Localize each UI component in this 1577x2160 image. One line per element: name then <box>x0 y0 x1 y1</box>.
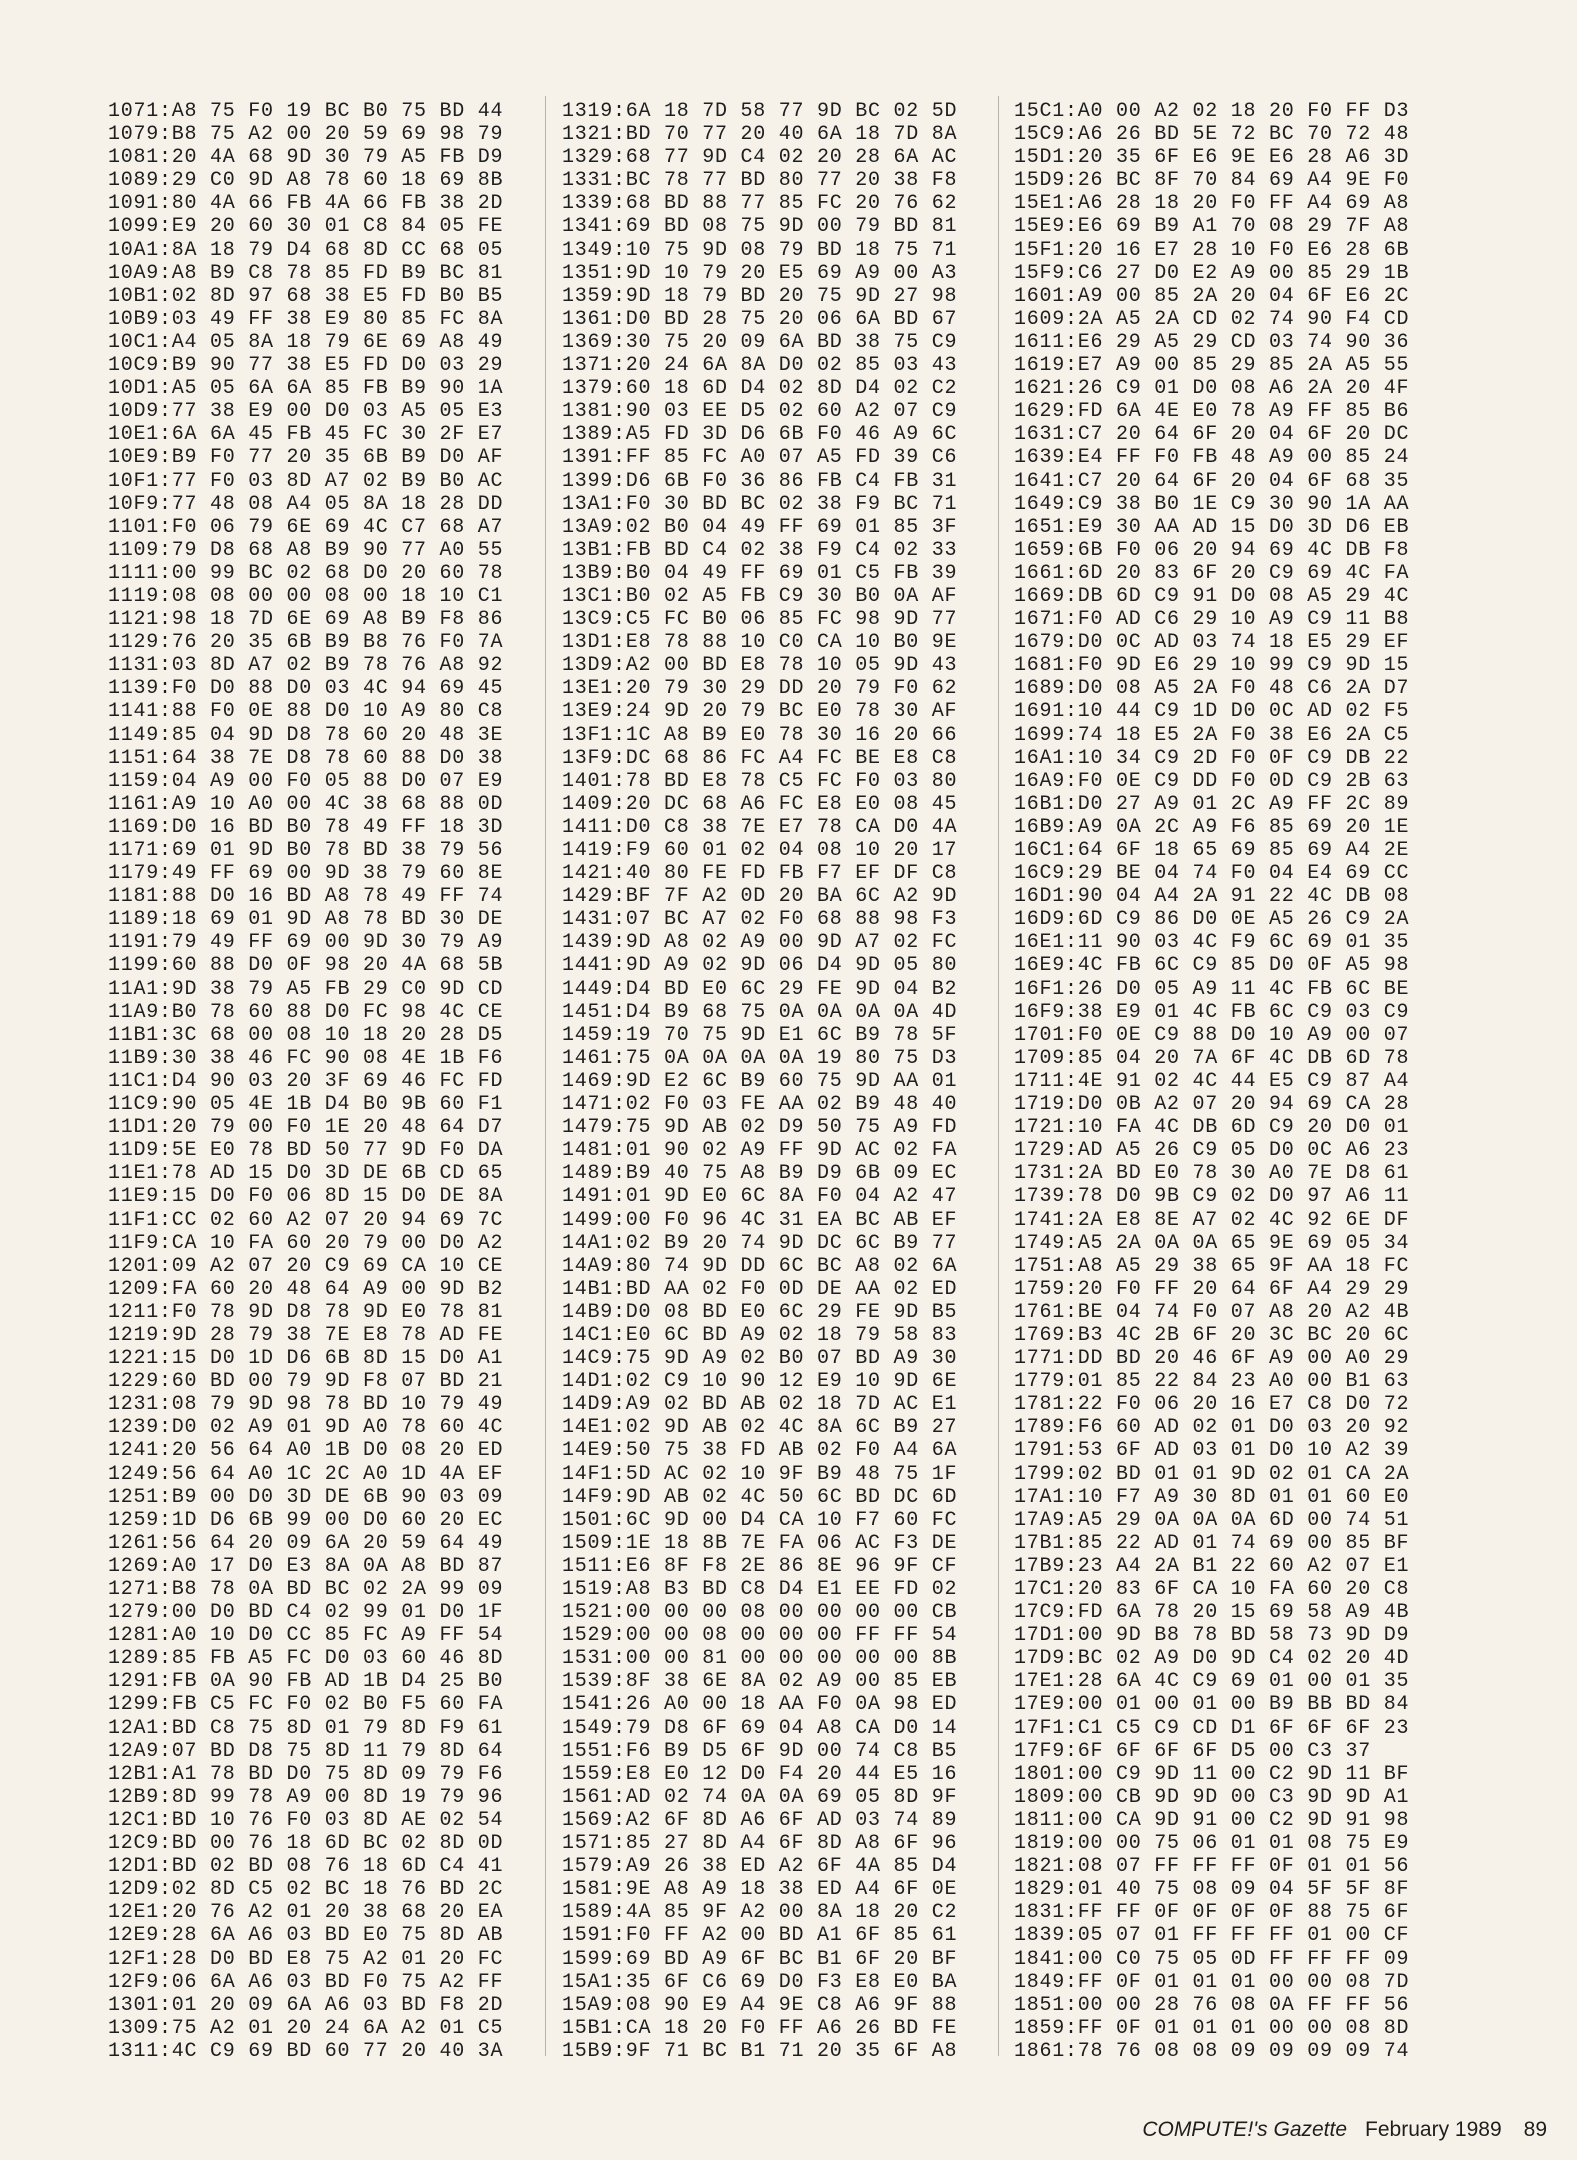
listing-line: 1289:85 FB A5 FC D0 03 60 46 8D <box>108 1647 504 1671</box>
listing-line: 16B9:A9 0A 2C A9 F6 85 69 20 1E <box>1014 815 1410 839</box>
listing-line: 1599:69 BD A9 6F BC B1 6F 20 BF <box>562 1947 958 1971</box>
listing-line: 1301:01 20 09 6A A6 03 BD F8 2D <box>108 1993 504 2017</box>
listing-line: 1341:69 BD 08 75 9D 00 79 BD 81 <box>562 215 958 239</box>
page-footer <box>1142 2118 1547 2142</box>
listing-line: 10E1:6A 6A 45 FB 45 FC 30 2F E7 <box>108 423 504 447</box>
listing-line: 1829:01 40 75 08 09 04 5F 5F 8F <box>1014 1878 1410 1902</box>
listing-line: 10C1:A4 05 8A 18 79 6E 69 A8 49 <box>108 330 504 354</box>
listing-line: 1861:78 76 08 08 09 09 09 09 74 <box>1014 2039 1410 2063</box>
listing-line: 1609:2A A5 2A CD 02 74 90 F4 CD <box>1014 307 1410 331</box>
listing-line: 1091:80 4A 66 FB 4A 66 FB 38 2D <box>108 192 504 216</box>
listing-line: 14E1:02 9D AB 02 4C 8A 6C B9 27 <box>562 1416 958 1440</box>
listing-line: 1821:08 07 FF FF FF 0F 01 01 56 <box>1014 1855 1410 1879</box>
listing-line: 1479:75 9D AB 02 D9 50 75 A9 FD <box>562 1116 958 1140</box>
listing-line: 10D9:77 38 E9 00 D0 03 A5 05 E3 <box>108 400 504 424</box>
listing-line: 11B1:3C 68 00 08 10 18 20 28 D5 <box>108 1023 504 1047</box>
listing-line: 1841:00 C0 75 05 0D FF FF FF 09 <box>1014 1947 1410 1971</box>
listing-line: 1311:4C C9 69 BD 60 77 20 40 3A <box>108 2039 504 2063</box>
listing-line: 1459:19 70 75 9D E1 6C B9 78 5F <box>562 1023 958 1047</box>
listing-line: 17C9:FD 6A 78 20 15 69 58 A9 4B <box>1014 1601 1410 1625</box>
listing-line: 1719:D0 0B A2 07 20 94 69 CA 28 <box>1014 1093 1410 1117</box>
listing-line: 1371:20 24 6A 8A D0 02 85 03 43 <box>562 354 958 378</box>
listing-line: 15F1:20 16 E7 28 10 F0 E6 28 6B <box>1014 238 1410 262</box>
listing-line: 1199:60 88 D0 0F 98 20 4A 68 5B <box>108 954 504 978</box>
listing-line: 11D9:5E E0 78 BD 50 77 9D F0 DA <box>108 1139 504 1163</box>
listing-line: 16C9:29 BE 04 74 F0 04 E4 69 CC <box>1014 862 1410 886</box>
listing-line: 1391:FF 85 FC A0 07 A5 FD 39 C6 <box>562 446 958 470</box>
listing-line: 1749:A5 2A 0A 0A 65 9E 69 05 34 <box>1014 1231 1410 1255</box>
listing-line: 1619:E7 A9 00 85 29 85 2A A5 55 <box>1014 354 1410 378</box>
listing-line: 15B1:CA 18 20 F0 FF A6 26 BD FE <box>562 2016 958 2040</box>
page-number: 89 <box>1523 2118 1547 2141</box>
listing-line: 1551:F6 B9 D5 6F 9D 00 74 C8 B5 <box>562 1739 958 1763</box>
listing-line: 10B1:02 8D 97 68 38 E5 FD B0 B5 <box>108 284 504 308</box>
listing-line: 12B9:8D 99 78 A9 00 8D 19 79 96 <box>108 1785 504 1809</box>
listing-line: 1449:D4 BD E0 6C 29 FE 9D 04 B2 <box>562 977 958 1001</box>
listing-line: 1179:49 FF 69 00 9D 38 79 60 8E <box>108 862 504 886</box>
listing-line: 1121:98 18 7D 6E 69 A8 B9 F8 86 <box>108 608 504 632</box>
listing-line: 17E9:00 01 00 01 00 B9 BB BD 84 <box>1014 1693 1410 1717</box>
listing-line: 13E9:24 9D 20 79 BC E0 78 30 AF <box>562 700 958 724</box>
listing-line: 1101:F0 06 79 6E 69 4C C7 68 A7 <box>108 515 504 539</box>
listing-line: 1541:26 A0 00 18 AA F0 0A 98 ED <box>562 1693 958 1717</box>
listing-line: 1081:20 4A 68 9D 30 79 A5 FB D9 <box>108 146 504 170</box>
listing-line: 1601:A9 00 85 2A 20 04 6F E6 2C <box>1014 284 1410 308</box>
listing-line: 14C9:75 9D A9 02 B0 07 BD A9 30 <box>562 1347 958 1371</box>
listing-line: 16B1:D0 27 A9 01 2C A9 FF 2C 89 <box>1014 792 1410 816</box>
listing-line: 11A1:9D 38 79 A5 FB 29 C0 9D CD <box>108 977 504 1001</box>
listing-line: 1539:8F 38 6E 8A 02 A9 00 85 EB <box>562 1670 958 1694</box>
listing-line: 1819:00 00 75 06 01 01 08 75 E9 <box>1014 1832 1410 1856</box>
listing-line: 1569:A2 6F 8D A6 6F AD 03 74 89 <box>562 1808 958 1832</box>
listing-column-3 <box>1014 100 1409 2063</box>
listing-line: 1309:75 A2 01 20 24 6A A2 01 C5 <box>108 2016 504 2040</box>
listing-line: 14B1:BD AA 02 F0 0D DE AA 02 ED <box>562 1277 958 1301</box>
listing-line: 1201:09 A2 07 20 C9 69 CA 10 CE <box>108 1254 504 1278</box>
listing-line: 1079:B8 75 A2 00 20 59 69 98 79 <box>108 123 504 147</box>
listing-line: 1461:75 0A 0A 0A 0A 19 80 75 D3 <box>562 1046 958 1070</box>
listing-line: 1129:76 20 35 6B B9 B8 76 F0 7A <box>108 631 504 655</box>
listing-line: 1581:9E A8 A9 18 38 ED A4 6F 0E <box>562 1878 958 1902</box>
listing-line: 1111:00 99 BC 02 68 D0 20 60 78 <box>108 561 504 585</box>
listing-line: 12A9:07 BD D8 75 8D 11 79 8D 64 <box>108 1739 504 1763</box>
listing-line: 12E9:28 6A A6 03 BD E0 75 8D AB <box>108 1924 504 1948</box>
listing-line: 1219:9D 28 79 38 7E E8 78 AD FE <box>108 1323 504 1347</box>
listing-line: 14D1:02 C9 10 90 12 E9 10 9D 6E <box>562 1370 958 1394</box>
listing-line: 1411:D0 C8 38 7E E7 78 CA D0 4A <box>562 815 958 839</box>
listing-line: 13C9:C5 FC B0 06 85 FC 98 9D 77 <box>562 608 958 632</box>
listing-line: 1231:08 79 9D 98 78 BD 10 79 49 <box>108 1393 504 1417</box>
listing-line: 1489:B9 40 75 A8 B9 D9 6B 09 EC <box>562 1162 958 1186</box>
listing-line: 14F1:5D AC 02 10 9F B9 48 75 1F <box>562 1462 958 1486</box>
listing-line: 16C1:64 6F 18 65 69 85 69 A4 2E <box>1014 839 1410 862</box>
listing-line: 1531:00 00 81 00 00 00 00 00 8B <box>562 1647 958 1671</box>
listing-line: 16F1:26 D0 05 A9 11 4C FB 6C BE <box>1014 977 1410 1001</box>
listing-line: 1361:D0 BD 28 75 20 06 6A BD 67 <box>562 307 958 331</box>
listing-line: 1159:04 A9 00 F0 05 88 D0 07 E9 <box>108 769 504 793</box>
listing-line: 1099:E9 20 60 30 01 C8 84 05 FE <box>108 215 504 239</box>
listing-line: 12B1:A1 78 BD D0 75 8D 09 79 F6 <box>108 1762 504 1786</box>
listing-line: 1771:DD BD 20 46 6F A9 00 A0 29 <box>1014 1347 1410 1371</box>
listing-line: 15E1:A6 28 18 20 F0 FF A4 69 A8 <box>1014 192 1410 216</box>
listing-line: 17A1:10 F7 A9 30 8D 01 01 60 E0 <box>1014 1485 1410 1509</box>
listing-line: 15D9:26 BC 8F 70 84 69 A4 9E F0 <box>1014 169 1410 193</box>
issue-date: February 1989 <box>1365 2118 1502 2141</box>
listing-line: 14A9:80 74 9D DD 6C BC A8 02 6A <box>562 1254 958 1278</box>
listing-line: 1789:F6 60 AD 02 01 D0 03 20 92 <box>1014 1416 1410 1440</box>
listing-line: 1651:E9 30 AA AD 15 D0 3D D6 EB <box>1014 515 1410 539</box>
listing-line: 13C1:B0 02 A5 FB C9 30 B0 0A AF <box>562 584 958 608</box>
listing-line: 1761:BE 04 74 F0 07 A8 20 A2 4B <box>1014 1300 1410 1324</box>
listing-line: 17C1:20 83 6F CA 10 FA 60 20 C8 <box>1014 1578 1410 1601</box>
publication-name: COMPUTE!'s Gazette <box>1142 2118 1348 2141</box>
listing-line: 13D1:E8 78 88 10 C0 CA 10 B0 9E <box>562 631 958 655</box>
listing-line: 1679:D0 0C AD 03 74 18 E5 29 EF <box>1014 631 1410 655</box>
listing-line: 16E1:11 90 03 4C F9 6C 69 01 35 <box>1014 931 1410 955</box>
listing-line: 1189:18 69 01 9D A8 78 BD 30 DE <box>108 908 504 932</box>
listing-line: 1809:00 CB 9D 9D 00 C3 9D 9D A1 <box>1014 1785 1410 1809</box>
listing-line: 10A9:A8 B9 C8 78 85 FD B9 BC 81 <box>108 261 504 285</box>
listing-line: 1621:26 C9 01 D0 08 A6 2A 20 4F <box>1014 377 1410 401</box>
listing-line: 12C9:BD 00 76 18 6D BC 02 8D 0D <box>108 1832 504 1856</box>
listing-line: 1441:9D A9 02 9D 06 D4 9D 05 80 <box>562 954 958 978</box>
listing-line: 1431:07 BC A7 02 F0 68 88 98 F3 <box>562 908 958 932</box>
listing-line: 1701:F0 0E C9 88 D0 10 A9 00 07 <box>1014 1023 1410 1047</box>
listing-line: 16F9:38 E9 01 4C FB 6C C9 03 C9 <box>1014 1000 1410 1024</box>
listing-line: 1849:FF 0F 01 01 01 00 00 08 7D <box>1014 1970 1410 1994</box>
listing-column-2 <box>562 100 957 2063</box>
listing-line: 11C9:90 05 4E 1B D4 B0 9B 60 F1 <box>108 1093 504 1117</box>
listing-line: 1451:D4 B9 68 75 0A 0A 0A 0A 4D <box>562 1000 958 1024</box>
listing-line: 17A9:A5 29 0A 0A 0A 6D 00 74 51 <box>1014 1508 1410 1532</box>
listing-line: 1721:10 FA 4C DB 6D C9 20 D0 01 <box>1014 1116 1410 1140</box>
listing-line: 1369:30 75 20 09 6A BD 38 75 C9 <box>562 330 958 354</box>
listing-line: 1239:D0 02 A9 01 9D A0 78 60 4C <box>108 1416 504 1440</box>
listing-line: 13D9:A2 00 BD E8 78 10 05 9D 43 <box>562 654 958 678</box>
listing-line: 1559:E8 E0 12 D0 F4 20 44 E5 16 <box>562 1762 958 1786</box>
listing-line: 1229:60 BD 00 79 9D F8 07 BD 21 <box>108 1370 504 1394</box>
listing-line: 1181:88 D0 16 BD A8 78 49 FF 74 <box>108 885 504 909</box>
listing-line: 1831:FF FF 0F 0F 0F 0F 88 75 6F <box>1014 1901 1410 1925</box>
listing-line: 10C9:B9 90 77 38 E5 FD D0 03 29 <box>108 354 504 378</box>
listing-line: 17D9:BC 02 A9 D0 9D C4 02 20 4D <box>1014 1647 1410 1671</box>
listing-line: 10F9:77 48 08 A4 05 8A 18 28 DD <box>108 492 504 516</box>
listing-line: 12E1:20 76 A2 01 20 38 68 20 EA <box>108 1901 504 1925</box>
listing-line: 17F9:6F 6F 6F 6F D5 00 C3 37 <box>1014 1739 1372 1763</box>
listing-line: 1529:00 00 08 00 00 00 FF FF 54 <box>562 1624 958 1648</box>
listing-line: 12A1:BD C8 75 8D 01 79 8D F9 61 <box>108 1716 504 1740</box>
listing-line: 1739:78 D0 9B C9 02 D0 97 A6 11 <box>1014 1185 1410 1209</box>
listing-line: 17F1:C1 C5 C9 CD D1 6F 6F 6F 23 <box>1014 1716 1410 1740</box>
listing-line: 14B9:D0 08 BD E0 6C 29 FE 9D B5 <box>562 1300 958 1324</box>
listing-line: 1509:1E 18 8B 7E FA 06 AC F3 DE <box>562 1531 958 1555</box>
listing-line: 15B9:9F 71 BC B1 71 20 35 6F A8 <box>562 2039 958 2063</box>
listing-line: 1859:FF 0F 01 01 01 00 00 08 8D <box>1014 2016 1410 2040</box>
listing-line: 16E9:4C FB 6C C9 85 D0 0F A5 98 <box>1014 954 1410 978</box>
listing-line: 1421:40 80 FE FD FB F7 EF DF C8 <box>562 862 958 886</box>
listing-line: 12D1:BD 02 BD 08 76 18 6D C4 41 <box>108 1855 504 1879</box>
listing-line: 1261:56 64 20 09 6A 20 59 64 49 <box>108 1531 504 1555</box>
listing-line: 1709:85 04 20 7A 6F 4C DB 6D 78 <box>1014 1046 1410 1070</box>
listing-line: 1521:00 00 00 08 00 00 00 00 CB <box>562 1601 958 1625</box>
listing-line: 1349:10 75 9D 08 79 BD 18 75 71 <box>562 238 958 262</box>
listing-line: 1711:4E 91 02 4C 44 E5 C9 87 A4 <box>1014 1069 1410 1093</box>
listing-line: 11D1:20 79 00 F0 1E 20 48 64 D7 <box>108 1116 504 1140</box>
listing-line: 1661:6D 20 83 6F 20 C9 69 4C FA <box>1014 561 1410 585</box>
listing-line: 15C9:A6 26 BD 5E 72 BC 70 72 48 <box>1014 123 1410 147</box>
listing-line: 16D9:6D C9 86 D0 0E A5 26 C9 2A <box>1014 908 1410 932</box>
listing-line: 1641:C7 20 64 6F 20 04 6F 68 35 <box>1014 469 1410 493</box>
listing-line: 1071:A8 75 F0 19 BC B0 75 BD 44 <box>108 100 504 123</box>
listing-line: 1811:00 CA 9D 91 00 C2 9D 91 98 <box>1014 1808 1410 1832</box>
listing-line: 11C1:D4 90 03 20 3F 69 46 FC FD <box>108 1069 504 1093</box>
listing-line: 1419:F9 60 01 02 04 08 10 20 17 <box>562 839 958 862</box>
listing-line: 1769:B3 4C 2B 6F 20 3C BC 20 6C <box>1014 1323 1410 1347</box>
listing-line: 1781:22 F0 06 20 16 E7 C8 D0 72 <box>1014 1393 1410 1417</box>
listing-line: 1659:6B F0 06 20 94 69 4C DB F8 <box>1014 538 1410 562</box>
listing-line: 13A9:02 B0 04 49 FF 69 01 85 3F <box>562 515 958 539</box>
listing-line: 1501:6C 9D 00 D4 CA 10 F7 60 FC <box>562 1508 958 1532</box>
listing-line: 16A1:10 34 C9 2D F0 0F C9 DB 22 <box>1014 746 1410 770</box>
listing-line: 11F9:CA 10 FA 60 20 79 00 D0 A2 <box>108 1231 504 1255</box>
listing-line: 12D9:02 8D C5 02 BC 18 76 BD 2C <box>108 1878 504 1902</box>
listing-line: 1751:A8 A5 29 38 65 9F AA 18 FC <box>1014 1254 1410 1278</box>
listing-line: 1491:01 9D E0 6C 8A F0 04 A2 47 <box>562 1185 958 1209</box>
listing-line: 13F9:DC 68 86 FC A4 FC BE E8 C8 <box>562 746 958 770</box>
listing-line: 1351:9D 10 79 20 E5 69 A9 00 A3 <box>562 261 958 285</box>
listing-line: 1131:03 8D A7 02 B9 78 76 A8 92 <box>108 654 504 678</box>
listing-line: 1689:D0 08 A5 2A F0 48 C6 2A D7 <box>1014 677 1410 701</box>
listing-line: 1481:01 90 02 A9 FF 9D AC 02 FA <box>562 1139 958 1163</box>
listing-line: 1471:02 F0 03 FE AA 02 B9 48 40 <box>562 1093 958 1117</box>
listing-line: 1839:05 07 01 FF FF FF 01 00 CF <box>1014 1924 1410 1948</box>
listing-line: 1401:78 BD E8 78 C5 FC F0 03 80 <box>562 769 958 793</box>
listing-line: 1549:79 D8 6F 69 04 A8 CA D0 14 <box>562 1716 958 1740</box>
listing-line: 11A9:B0 78 60 88 D0 FC 98 4C CE <box>108 1000 504 1024</box>
listing-line: 1691:10 44 C9 1D D0 0C AD 02 F5 <box>1014 700 1410 724</box>
listing-line: 1271:B8 78 0A BD BC 02 2A 99 09 <box>108 1578 504 1601</box>
listing-line: 1221:15 D0 1D D6 6B 8D 15 D0 A1 <box>108 1347 504 1371</box>
listing-line: 1409:20 DC 68 A6 FC E8 E0 08 45 <box>562 792 958 816</box>
listing-line: 11E1:78 AD 15 D0 3D DE 6B CD 65 <box>108 1162 504 1186</box>
listing-line: 1469:9D E2 6C B9 60 75 9D AA 01 <box>562 1069 958 1093</box>
listing-line: 12F1:28 D0 BD E8 75 A2 01 20 FC <box>108 1947 504 1971</box>
listing-line: 1279:00 D0 BD C4 02 99 01 D0 1F <box>108 1601 504 1625</box>
listing-line: 1389:A5 FD 3D D6 6B F0 46 A9 6C <box>562 423 958 447</box>
listing-line: 1779:01 85 22 84 23 A0 00 B1 63 <box>1014 1370 1410 1394</box>
listing-line: 10A1:8A 18 79 D4 68 8D CC 68 05 <box>108 238 504 262</box>
listing-line: 1799:02 BD 01 01 9D 02 01 CA 2A <box>1014 1462 1410 1486</box>
listing-line: 13A1:F0 30 BD BC 02 38 F9 BC 71 <box>562 492 958 516</box>
listing-line: 16A9:F0 0E C9 DD F0 0D C9 2B 63 <box>1014 769 1410 793</box>
listing-line: 17E1:28 6A 4C C9 69 01 00 01 35 <box>1014 1670 1410 1694</box>
listing-line: 1339:68 BD 88 77 85 FC 20 76 62 <box>562 192 958 216</box>
listing-line: 1321:BD 70 77 20 40 6A 18 7D 8A <box>562 123 958 147</box>
listing-column-1 <box>108 100 503 2063</box>
listing-line: 1649:C9 38 B0 1E C9 30 90 1A AA <box>1014 492 1410 516</box>
listing-line: 1359:9D 18 79 BD 20 75 9D 27 98 <box>562 284 958 308</box>
listing-line: 1161:A9 10 A0 00 4C 38 68 88 0D <box>108 792 504 816</box>
listing-line: 1331:BC 78 77 BD 80 77 20 38 F8 <box>562 169 958 193</box>
listing-line: 17B9:23 A4 2A B1 22 60 A2 07 E1 <box>1014 1554 1410 1578</box>
listing-line: 15F9:C6 27 D0 E2 A9 00 85 29 1B <box>1014 261 1410 285</box>
listing-line: 1519:A8 B3 BD C8 D4 E1 EE FD 02 <box>562 1578 958 1601</box>
listing-line: 1791:53 6F AD 03 01 D0 10 A2 39 <box>1014 1439 1410 1463</box>
listing-line: 1141:88 F0 0E 88 D0 10 A9 80 C8 <box>108 700 504 724</box>
listing-line: 1209:FA 60 20 48 64 A9 00 9D B2 <box>108 1277 504 1301</box>
listing-line: 1439:9D A8 02 A9 00 9D A7 02 FC <box>562 931 958 955</box>
listing-line: 10B9:03 49 FF 38 E9 80 85 FC 8A <box>108 307 504 331</box>
listing-line: 1851:00 00 28 76 08 0A FF FF 56 <box>1014 1993 1410 2017</box>
listing-line: 16D1:90 04 A4 2A 91 22 4C DB 08 <box>1014 885 1410 909</box>
listing-line: 1731:2A BD E0 78 30 A0 7E D8 61 <box>1014 1162 1410 1186</box>
listing-line: 10F1:77 F0 03 8D A7 02 B9 B0 AC <box>108 469 504 493</box>
listing-line: 13F1:1C A8 B9 E0 78 30 16 20 66 <box>562 723 958 747</box>
listing-line: 1281:A0 10 D0 CC 85 FC A9 FF 54 <box>108 1624 504 1648</box>
listing-line: 1379:60 18 6D D4 02 8D D4 02 C2 <box>562 377 958 401</box>
listing-line: 11E9:15 D0 F0 06 8D 15 D0 DE 8A <box>108 1185 504 1209</box>
listing-line: 1291:FB 0A 90 FB AD 1B D4 25 B0 <box>108 1670 504 1694</box>
listing-line: 15A9:08 90 E9 A4 9E C8 A6 9F 88 <box>562 1993 958 2017</box>
listing-line: 1571:85 27 8D A4 6F 8D A8 6F 96 <box>562 1832 958 1856</box>
column-divider <box>998 96 999 2056</box>
listing-line: 1119:08 08 00 00 08 00 18 10 C1 <box>108 584 504 608</box>
listing-line: 13B9:B0 04 49 FF 69 01 C5 FB 39 <box>562 561 958 585</box>
listing-line: 1759:20 F0 FF 20 64 6F A4 29 29 <box>1014 1277 1410 1301</box>
listing-line: 1741:2A E8 8E A7 02 4C 92 6E DF <box>1014 1208 1410 1232</box>
listing-line: 1511:E6 8F F8 2E 86 8E 96 9F CF <box>562 1554 958 1578</box>
listing-line: 1699:74 18 E5 2A F0 38 E6 2A C5 <box>1014 723 1410 747</box>
listing-line: 1109:79 D8 68 A8 B9 90 77 A0 55 <box>108 538 504 562</box>
listing-line: 1259:1D D6 6B 99 00 D0 60 20 EC <box>108 1508 504 1532</box>
listing-line: 1089:29 C0 9D A8 78 60 18 69 8B <box>108 169 504 193</box>
listing-line: 17D1:00 9D B8 78 BD 58 73 9D D9 <box>1014 1624 1410 1648</box>
listing-line: 1151:64 38 7E D8 78 60 88 D0 38 <box>108 746 504 770</box>
listing-line: 12C1:BD 10 76 F0 03 8D AE 02 54 <box>108 1808 504 1832</box>
listing-line: 10E9:B9 F0 77 20 35 6B B9 D0 AF <box>108 446 504 470</box>
listing-line: 1269:A0 17 D0 E3 8A 0A A8 BD 87 <box>108 1554 504 1578</box>
listing-line: 1589:4A 85 9F A2 00 8A 18 20 C2 <box>562 1901 958 1925</box>
listing-line: 1591:F0 FF A2 00 BD A1 6F 85 61 <box>562 1924 958 1948</box>
listing-line: 1191:79 49 FF 69 00 9D 30 79 A9 <box>108 931 504 955</box>
listing-line: 1729:AD A5 26 C9 05 D0 0C A6 23 <box>1014 1139 1410 1163</box>
listing-line: 1669:DB 6D C9 91 D0 08 A5 29 4C <box>1014 584 1410 608</box>
listing-line: 15E9:E6 69 B9 A1 70 08 29 7F A8 <box>1014 215 1410 239</box>
listing-line: 1499:00 F0 96 4C 31 EA BC AB EF <box>562 1208 958 1232</box>
listing-line: 1381:90 03 EE D5 02 60 A2 07 C9 <box>562 400 958 424</box>
listing-line: 1399:D6 6B F0 36 86 FB C4 FB 31 <box>562 469 958 493</box>
listing-line: 1801:00 C9 9D 11 00 C2 9D 11 BF <box>1014 1762 1410 1786</box>
listing-line: 15A1:35 6F C6 69 D0 F3 E8 E0 BA <box>562 1970 958 1994</box>
listing-line: 1329:68 77 9D C4 02 20 28 6A AC <box>562 146 958 170</box>
listing-line: 1319:6A 18 7D 58 77 9D BC 02 5D <box>562 100 958 123</box>
listing-line: 14A1:02 B9 20 74 9D DC 6C B9 77 <box>562 1231 958 1255</box>
listing-line: 1169:D0 16 BD B0 78 49 FF 18 3D <box>108 815 504 839</box>
listing-line: 14D9:A9 02 BD AB 02 18 7D AC E1 <box>562 1393 958 1417</box>
listing-line: 13B1:FB BD C4 02 38 F9 C4 02 33 <box>562 538 958 562</box>
listing-line: 1299:FB C5 FC F0 02 B0 F5 60 FA <box>108 1693 504 1717</box>
listing-line: 1241:20 56 64 A0 1B D0 08 20 ED <box>108 1439 504 1463</box>
listing-line: 15C1:A0 00 A2 02 18 20 F0 FF D3 <box>1014 100 1410 123</box>
listing-line: 13E1:20 79 30 29 DD 20 79 F0 62 <box>562 677 958 701</box>
listing-line: 1561:AD 02 74 0A 0A 69 05 8D 9F <box>562 1785 958 1809</box>
listing-line: 17B1:85 22 AD 01 74 69 00 85 BF <box>1014 1531 1410 1555</box>
listing-line: 1429:BF 7F A2 0D 20 BA 6C A2 9D <box>562 885 958 909</box>
listing-line: 1681:F0 9D E6 29 10 99 C9 9D 15 <box>1014 654 1410 678</box>
listing-line: 1171:69 01 9D B0 78 BD 38 79 56 <box>108 839 504 862</box>
listing-line: 15D1:20 35 6F E6 9E E6 28 A6 3D <box>1014 146 1410 170</box>
listing-line: 1639:E4 FF F0 FB 48 A9 00 85 24 <box>1014 446 1410 470</box>
listing-line: 1251:B9 00 D0 3D DE 6B 90 03 09 <box>108 1485 504 1509</box>
listing-line: 1149:85 04 9D D8 78 60 20 48 3E <box>108 723 504 747</box>
listing-line: 14F9:9D AB 02 4C 50 6C BD DC 6D <box>562 1485 958 1509</box>
listing-line: 1139:F0 D0 88 D0 03 4C 94 69 45 <box>108 677 504 701</box>
listing-line: 14C1:E0 6C BD A9 02 18 79 58 83 <box>562 1323 958 1347</box>
listing-line: 1629:FD 6A 4E E0 78 A9 FF 85 B6 <box>1014 400 1410 424</box>
listing-line: 1611:E6 29 A5 29 CD 03 74 90 36 <box>1014 330 1410 354</box>
listing-line: 10D1:A5 05 6A 6A 85 FB B9 90 1A <box>108 377 504 401</box>
listing-line: 1671:F0 AD C6 29 10 A9 C9 11 B8 <box>1014 608 1410 632</box>
listing-line: 1631:C7 20 64 6F 20 04 6F 20 DC <box>1014 423 1410 447</box>
listing-line: 1211:F0 78 9D D8 78 9D E0 78 81 <box>108 1300 504 1324</box>
column-divider <box>545 96 546 2056</box>
listing-line: 12F9:06 6A A6 03 BD F0 75 A2 FF <box>108 1970 504 1994</box>
listing-line: 1249:56 64 A0 1C 2C A0 1D 4A EF <box>108 1462 504 1486</box>
listing-line: 14E9:50 75 38 FD AB 02 F0 A4 6A <box>562 1439 958 1463</box>
listing-line: 1579:A9 26 38 ED A2 6F 4A 85 D4 <box>562 1855 958 1879</box>
listing-line: 11F1:CC 02 60 A2 07 20 94 69 7C <box>108 1208 504 1232</box>
listing-line: 11B9:30 38 46 FC 90 08 4E 1B F6 <box>108 1046 504 1070</box>
